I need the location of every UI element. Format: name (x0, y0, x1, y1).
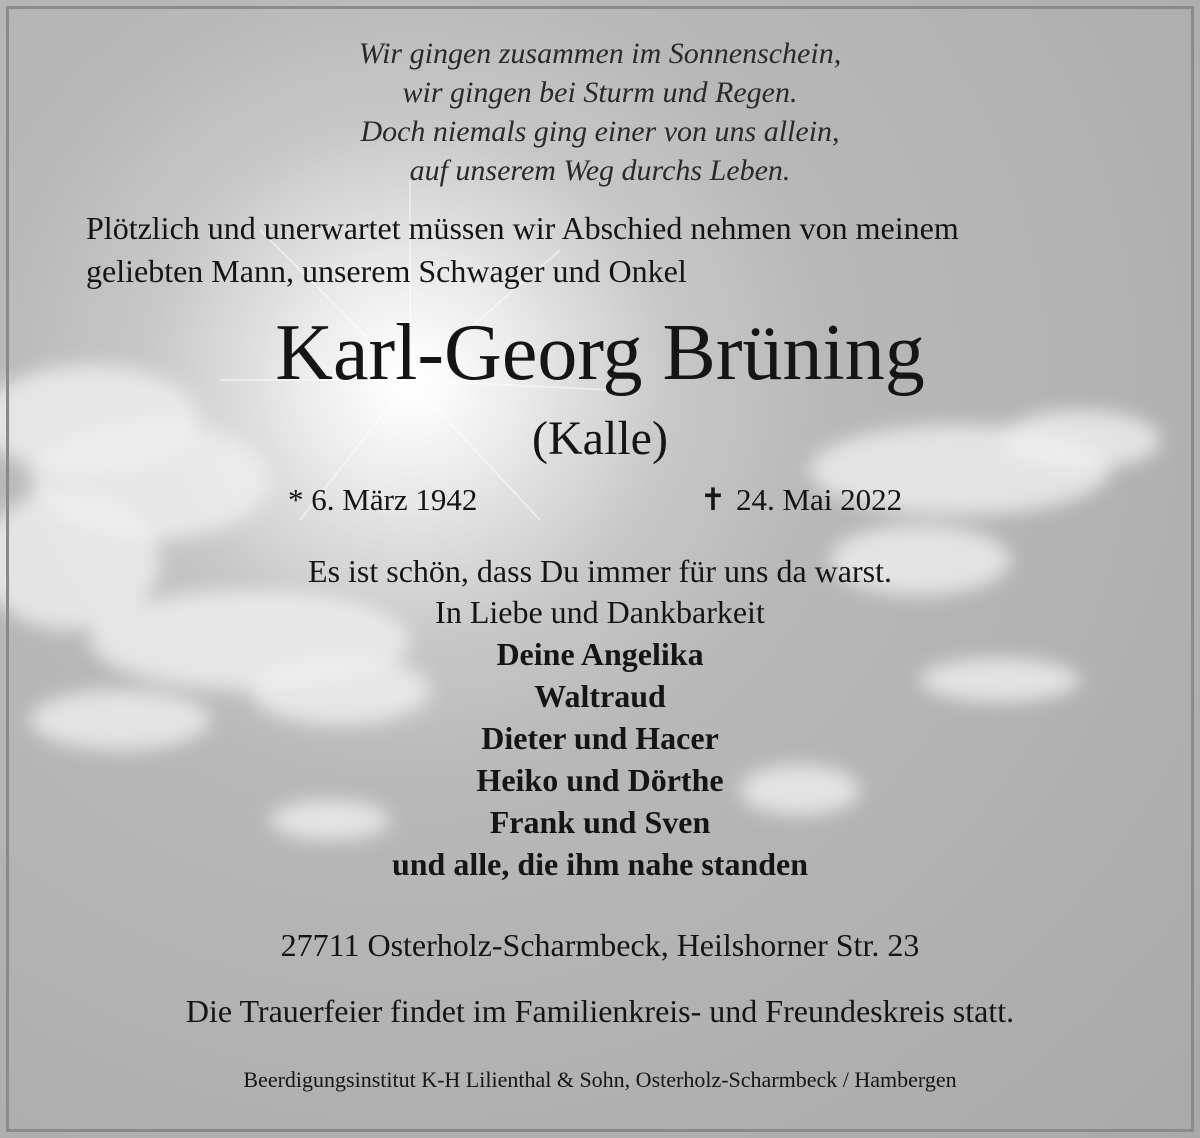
intro-line-1: Plötzlich und unerwartet müssen wir Abschied nehmen von meinem (86, 210, 959, 246)
deceased-name: Karl-Georg Brüning (275, 309, 925, 397)
undertaker: Beerdigungsinstitut K-H Lilienthal & Sohn, Osterholz-Scharmbeck / Hambergen (243, 1067, 957, 1092)
death-date: 24. Mai 2022 (735, 482, 903, 517)
poem-line-4: auf unserem Weg durchs Leben. (409, 154, 791, 187)
death-date-row (700, 481, 902, 519)
intro-line-2: geliebten Mann, unserem Schwager und Onkel (86, 253, 687, 289)
poem-line-2: wir gingen bei Sturm und Regen. (402, 76, 798, 109)
mourner-5: Frank und Sven (489, 804, 711, 840)
birth-date: * 6. März 1942 (288, 482, 478, 517)
mourner-2: Waltraud (534, 678, 666, 714)
deceased-nickname: (Kalle) (532, 412, 668, 465)
message-line-2: In Liebe und Dankbarkeit (435, 594, 765, 630)
mourner-1: Deine Angelika (496, 636, 704, 672)
poem-line-1: Wir gingen zusammen im Sonnenschein, (358, 37, 842, 70)
funeral-note: Die Trauerfeier findet im Familienkreis- und Freundeskreis statt. (185, 993, 1015, 1029)
mourner-3: Dieter und Hacer (481, 720, 719, 756)
mourner-6: und alle, die ihm nahe standen (391, 846, 809, 882)
address: 27711 Osterholz-Scharmbeck, Heilshorner Str. 23 (280, 927, 920, 963)
mourner-4: Heiko und Dörthe (476, 762, 724, 798)
message-line-1: Es ist schön, dass Du immer für uns da warst. (308, 553, 892, 589)
cross-icon: ✝ (700, 482, 726, 517)
poem-line-3: Doch niemals ging einer von uns allein, (360, 115, 840, 148)
